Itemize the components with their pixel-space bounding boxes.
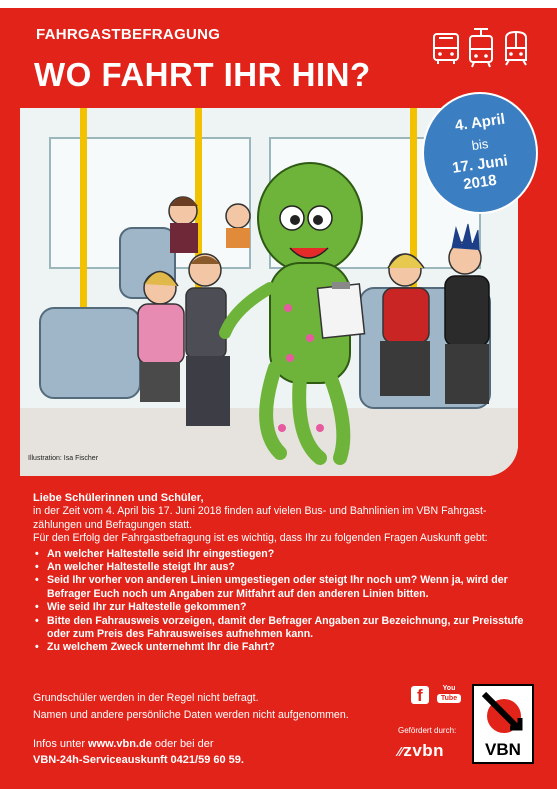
date-badge	[422, 92, 538, 214]
lead-text: Für den Erfolg der Fahrgastbefragung ist es wichtig, dass Ihr zu folgenden Fragen Auskunft gebt:	[33, 532, 488, 545]
zvbn-text: zvbn	[403, 741, 445, 760]
youtube-top: You	[442, 685, 456, 692]
youtube-bottom: Tube	[437, 694, 461, 703]
bus-icon	[431, 28, 461, 66]
train-icon	[501, 28, 531, 66]
tram-icon	[466, 28, 496, 68]
vbn-logo-mark	[480, 690, 526, 738]
date-year: 2018	[462, 171, 498, 194]
survey-text	[33, 492, 533, 655]
date-connector: bis	[470, 135, 490, 154]
facebook-icon[interactable]: f	[411, 686, 429, 704]
zvbn-logo: ⁄⁄zvbn	[398, 741, 445, 760]
info-line	[33, 736, 244, 752]
vbn-logo	[472, 684, 534, 764]
date-from: 4. April	[453, 110, 507, 135]
date-to: 17. Juni	[451, 152, 509, 177]
question-item: • An welcher Haltestelle steigt Ihr aus?	[33, 561, 533, 574]
contact-info	[33, 736, 244, 768]
poster-title: WO FAHRT IHR HIN?	[34, 56, 371, 93]
youtube-icon[interactable]	[437, 684, 461, 706]
question-item: • Seid Ihr vorher von anderen Linien umgestiegen oder steigt Ihr noch um? Wenn ja, wird der Befrager Euch noch um Angaben zur Mitfahrt auf den anderen Linien bitten.	[33, 574, 533, 601]
question-item: • Bitte den Fahrausweis vorzeigen, damit der Befrager Angaben zur Bezeichnung, zur Preisstufe oder zum Preis des Fahrausweises aufnehmen kann.	[33, 615, 533, 642]
note-primary-school: Grundschüler werden in der Regel nicht befragt.	[33, 692, 259, 704]
illustration-credit: Illustration: Isa Fischer	[28, 455, 99, 462]
question-list	[33, 548, 533, 655]
intro-text: in der Zeit vom 4. April bis 17. Juni 2018 finden auf vielen Bus- und Bahnlinien im VBN Fahrgast-zählungen und Befragungen statt.	[33, 505, 487, 531]
vehicle-icons	[431, 28, 533, 72]
notes	[33, 690, 349, 724]
greeting: Liebe Schülerinnen und Schüler,	[33, 492, 204, 504]
top-border	[0, 0, 557, 8]
funded-by-label: Gefördert durch:	[398, 726, 457, 735]
note-personal-data: Namen und andere persönliche Daten werden nicht aufgenommen.	[33, 709, 349, 721]
info-middle: oder bei der	[151, 738, 214, 750]
poster-pretitle: FAHRGASTBEFRAGUNG	[36, 26, 221, 43]
vbn-text: VBN	[485, 740, 521, 759]
question-item: • An welcher Haltestelle seid Ihr eingestiegen?	[33, 548, 533, 561]
question-item: • Wie seid Ihr zur Haltestelle gekommen?	[33, 601, 533, 614]
hotline: VBN-24h-Serviceauskunft 0421/59 60 59.	[33, 754, 244, 766]
question-item: • Zu welchem Zweck unternehmt Ihr die Fahrt?	[33, 641, 533, 654]
info-prefix: Infos unter	[33, 738, 89, 750]
website-link[interactable]: www.vbn.de	[88, 738, 152, 750]
social-icons	[411, 684, 471, 714]
